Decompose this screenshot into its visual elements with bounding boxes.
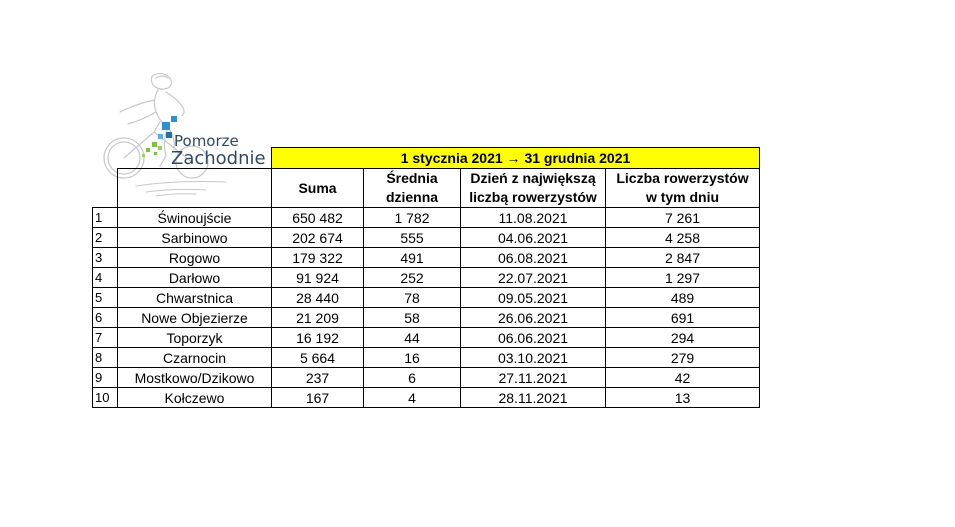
cell-no: 2 [93, 228, 118, 248]
header-peak-day [461, 169, 606, 208]
cell-sum: 167 [272, 388, 364, 408]
cell-avg: 555 [364, 228, 461, 248]
cell-avg: 44 [364, 328, 461, 348]
cell-avg: 6 [364, 368, 461, 388]
header-row [93, 169, 760, 208]
cell-place: Chwarstnica [118, 288, 272, 308]
period-row [93, 148, 760, 169]
cell-peak-day: 28.11.2021 [461, 388, 606, 408]
table-row [93, 288, 760, 308]
table-row [93, 328, 760, 348]
cell-peak-day: 11.08.2021 [461, 208, 606, 228]
logo-text-zachodnie: Zachodnie [171, 148, 266, 169]
cell-sum: 179 322 [272, 248, 364, 268]
cell-no: 4 [93, 268, 118, 288]
cell-sum: 91 924 [272, 268, 364, 288]
bike-counter-table [92, 147, 760, 408]
period-title: 1 stycznia 2021 → 31 grudnia 2021 [272, 148, 760, 169]
cell-sum: 5 664 [272, 348, 364, 368]
table-row [93, 208, 760, 228]
cell-peak-day: 06.06.2021 [461, 328, 606, 348]
cell-avg: 58 [364, 308, 461, 328]
cell-place: Świnoujście [118, 208, 272, 228]
cell-peak-count: 294 [606, 328, 760, 348]
cell-peak-count: 7 261 [606, 208, 760, 228]
cell-sum: 650 482 [272, 208, 364, 228]
cell-place: Rogowo [118, 248, 272, 268]
header-avg-line1: Średnia [386, 170, 438, 186]
cell-no: 6 [93, 308, 118, 328]
cell-peak-day: 26.06.2021 [461, 308, 606, 328]
header-peak-count [606, 169, 760, 208]
cell-no: 1 [93, 208, 118, 228]
cell-peak-count: 13 [606, 388, 760, 408]
cell-peak-day: 06.08.2021 [461, 248, 606, 268]
cell-avg: 4 [364, 388, 461, 408]
cell-place: Sarbinowo [118, 228, 272, 248]
logo-text-pomorze: Pomorze [174, 132, 239, 150]
cell-place: Kołczewo [118, 388, 272, 408]
cell-sum: 16 192 [272, 328, 364, 348]
cell-peak-day: 03.10.2021 [461, 348, 606, 368]
cell-sum: 28 440 [272, 288, 364, 308]
cell-peak-count: 2 847 [606, 248, 760, 268]
cell-peak-day: 22.07.2021 [461, 268, 606, 288]
cell-no: 8 [93, 348, 118, 368]
cell-place: Mostkowo/Dzikowo [118, 368, 272, 388]
cell-no: 10 [93, 388, 118, 408]
cell-no: 7 [93, 328, 118, 348]
cell-peak-count: 489 [606, 288, 760, 308]
table-row [93, 248, 760, 268]
table-row [93, 308, 760, 328]
cell-avg: 1 782 [364, 208, 461, 228]
cell-sum: 202 674 [272, 228, 364, 248]
header-sum [272, 169, 364, 208]
cell-peak-day: 09.05.2021 [461, 288, 606, 308]
header-peak-day-line1: Dzień z największą [470, 170, 596, 186]
cell-no: 5 [93, 288, 118, 308]
cell-place: Darłowo [118, 268, 272, 288]
header-peak-count-line2: w tym dniu [645, 189, 720, 205]
cell-peak-count: 691 [606, 308, 760, 328]
cell-avg: 491 [364, 248, 461, 268]
cell-peak-count: 1 297 [606, 268, 760, 288]
table-row [93, 268, 760, 288]
header-sum-label: Suma [298, 179, 337, 196]
cell-place: Czarnocin [118, 348, 272, 368]
table-row [93, 228, 760, 248]
table-row [93, 348, 760, 368]
cell-peak-count: 42 [606, 368, 760, 388]
table-row [93, 368, 760, 388]
cell-no: 3 [93, 248, 118, 268]
cell-sum: 237 [272, 368, 364, 388]
cell-peak-day: 04.06.2021 [461, 228, 606, 248]
table-row [93, 388, 760, 408]
cell-avg: 78 [364, 288, 461, 308]
cell-peak-day: 27.11.2021 [461, 368, 606, 388]
cell-sum: 21 209 [272, 308, 364, 328]
header-peak-count-line1: Liczba rowerzystów [616, 170, 749, 186]
header-place [118, 169, 272, 208]
header-avg [364, 169, 461, 208]
cell-peak-count: 4 258 [606, 228, 760, 248]
cell-avg: 252 [364, 268, 461, 288]
header-avg-line2: dzienna [385, 189, 439, 205]
cell-peak-count: 279 [606, 348, 760, 368]
cell-place: Nowe Objezierze [118, 308, 272, 328]
cell-avg: 16 [364, 348, 461, 368]
header-peak-day-line2: liczbą rowerzystów [469, 189, 597, 205]
cell-place: Toporzyk [118, 328, 272, 348]
cell-no: 9 [93, 368, 118, 388]
